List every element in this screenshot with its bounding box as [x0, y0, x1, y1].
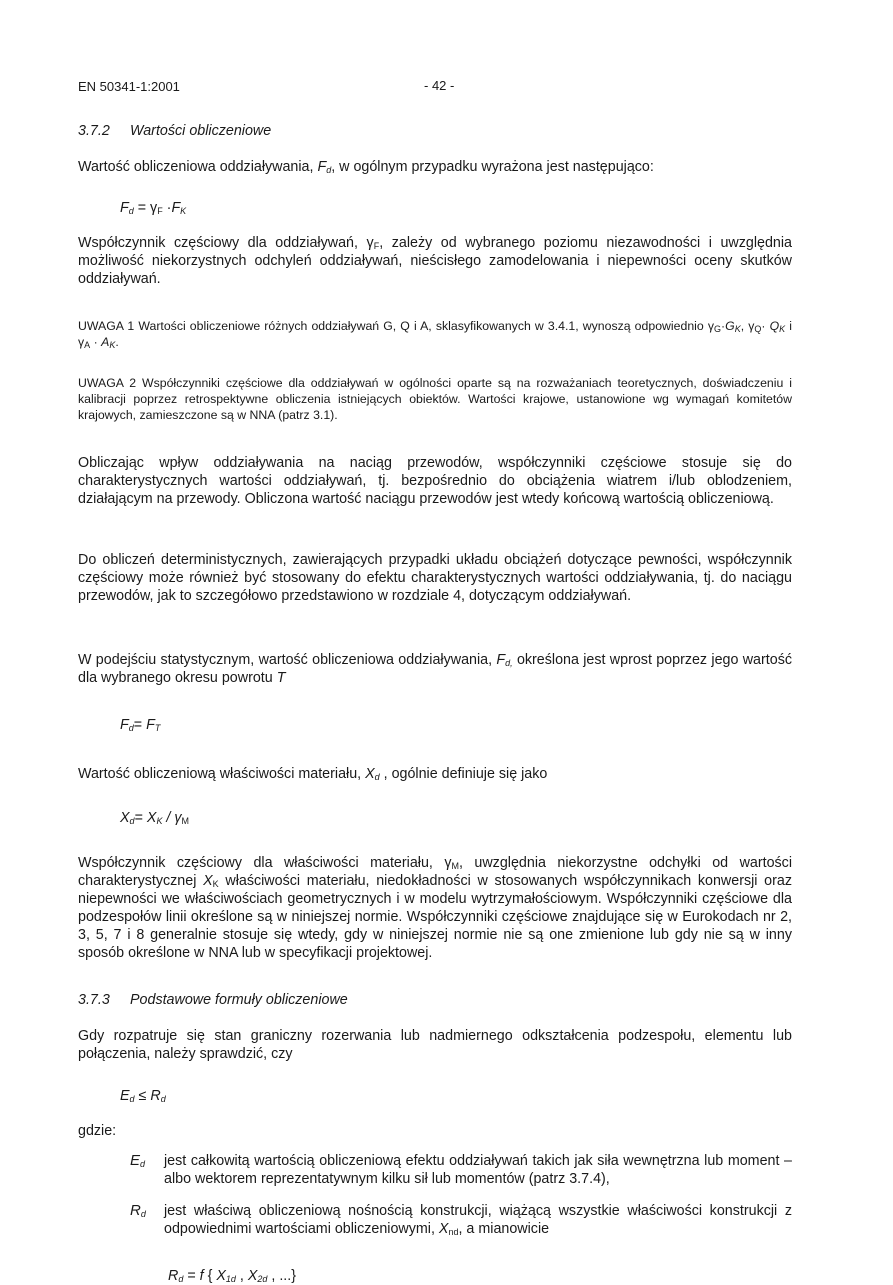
- text-run: Współczynnik częściowy dla oddziaływań, γ: [78, 235, 374, 251]
- text-run: Wartość obliczeniową właściwości materiału,: [78, 766, 366, 782]
- section-heading-3-7-3: [78, 991, 792, 1009]
- paragraph: [78, 854, 792, 962]
- text-run: X: [120, 810, 130, 826]
- subscript: K: [109, 340, 116, 350]
- subscript: Q: [754, 324, 762, 334]
- text-run: Obliczając wpływ oddziaływania na naciąg przewodów, współczynniki częściowe stosuje się do charakterystycznych wartości oddziaływań, tj. bezpośrednio do obciążenia wiatrem i/lub oblodzeniem, działającym na przewody. Obliczona wartość naciągu przewodów jest wtedy końcową wartością obliczeniową.: [78, 455, 792, 507]
- text-run: i γ: [78, 319, 793, 349]
- page-number: - 42 -: [424, 78, 455, 93]
- paragraph: [78, 551, 792, 605]
- text-run: {: [203, 1268, 217, 1284]
- definition-symbol: [130, 1202, 146, 1220]
- text-run: jest całkowitą wartością obliczeniową efektu oddziaływań takich jak siła wewnętrzna lub moment – albo wektorem reprezentatywnym kilku sił lub momentów (patrz 3.7.4),: [164, 1153, 792, 1187]
- text-run: , ogólnie definiuje się jako: [379, 766, 548, 782]
- text-run: R: [130, 1202, 141, 1219]
- paragraph: [78, 454, 792, 508]
- text-run: , a mianowicie: [458, 1221, 550, 1237]
- text-run: Q: [769, 319, 780, 333]
- subscript: nd: [448, 1227, 459, 1237]
- text-run: =: [134, 810, 147, 826]
- document-id: EN 50341-1:2001: [78, 79, 180, 94]
- text-run: , w ogólnym przypadku wyrażona jest następująco:: [331, 159, 654, 175]
- text-run: G: [725, 319, 735, 333]
- text-run: F: [120, 200, 129, 216]
- paragraph: [78, 158, 792, 176]
- definition-rd: [78, 1202, 792, 1238]
- text-run: F: [496, 652, 506, 668]
- text-run: ·: [162, 200, 172, 216]
- subscript: d: [374, 772, 380, 782]
- text-run: X: [216, 1268, 226, 1284]
- text-run: F: [171, 200, 181, 216]
- subscript: d: [128, 723, 134, 733]
- section-number: 3.7.3: [78, 992, 110, 1008]
- definition-text: [164, 1152, 792, 1188]
- text-run: ≤: [134, 1088, 151, 1104]
- text-run: jest właściwą obliczeniową nośnością konstrukcji, wiążącą wszystkie właściwości konstrukcji z odpowiednimi wartościami obliczeniowymi,: [164, 1203, 792, 1237]
- section-number: 3.7.2: [78, 123, 110, 139]
- text-run: X: [146, 810, 157, 826]
- text-run: Do obliczeń deterministycznych, zawierających przypadki układu obciążeń dotyczące pewności, współczynnik częściowy może również być stosowany do efektu charakterystycznych wartości oddziaływania, tj. do naciągu przewodów, jak to szczegółowo przedstawiono w rozdziale 4, dotyczącym oddziaływań.: [78, 552, 792, 604]
- text-run: A: [101, 335, 110, 349]
- text-run: R: [168, 1268, 179, 1284]
- text-run: UWAGA 1 Wartości obliczeniowe różnych oddziaływań G, Q i A, sklasyfikowanych w 3.4.1, wynoszą odpowiednio γ: [78, 319, 714, 333]
- text-run: określona jest wprost poprzez jego wartość dla wybranego okresu powrotu: [78, 652, 792, 686]
- text-run: właściwości materiału, niedokładności w stosowanych współczynnikach konwersji oraz niepewności we właściwościach geometrycznych i w modelu wytrzymałościowym. Współczynniki częściowe dla podzespołów linii określone są w niniejszej normie. Współczynniki częściowe znajdujące się w Eurokodach nr 2, 3, 5, 7 i 8 generalnie stosuje się wtedy, gdy w niniejszej normie nie są one zmienione lub gdy nie są w inny sposób określone w NNA lub w specyfikacji projektowej.: [78, 873, 792, 961]
- text-run: F: [120, 717, 129, 733]
- subscript: 2d: [257, 1274, 268, 1284]
- text-run: ·: [721, 319, 726, 333]
- text-run: ·: [761, 319, 770, 333]
- subscript: G: [713, 324, 721, 334]
- text-run: , uwzględnia niekorzystne odchyłki od wartości charakterystycznej: [78, 855, 792, 889]
- subscript: d: [129, 816, 135, 826]
- subscript: 1d: [225, 1274, 236, 1284]
- formula: [168, 1267, 296, 1285]
- text-run: Współczynnik częściowy dla właściwości materiału, γ: [78, 855, 452, 871]
- paragraph: [78, 234, 792, 288]
- text-run: , ...}: [267, 1268, 297, 1284]
- subscript: d,: [505, 658, 513, 668]
- text-run: E: [130, 1152, 141, 1169]
- subscript: K: [180, 206, 187, 216]
- text-run: E: [120, 1088, 130, 1104]
- text-run: X: [247, 1268, 258, 1284]
- text-run: Wartość obliczeniowa oddziaływania,: [78, 159, 318, 175]
- text-run: , γ: [740, 319, 755, 333]
- subscript: K: [779, 324, 786, 334]
- text-run: / γ: [162, 810, 182, 826]
- subscript: M: [181, 816, 190, 826]
- text-run: Gdy rozpatruje się stan graniczny rozerwania lub nadmiernego odkształcenia podzespołu, elementu lub połączenia, należy sprawdzić, czy: [78, 1028, 792, 1062]
- text-run: UWAGA 2 Współczynniki częściowe dla oddziaływań w ogólności oparte są na rozważaniach teoretycznych, doświadczeniu i kalibracji poprzez retrospektywne obliczenia istniejących obiektów. Wartości krajowe, ustanowione wg wymagań komitetów krajowych, zamieszczone są w NNA (patrz 3.1).: [78, 376, 792, 422]
- text-run: X: [438, 1221, 449, 1237]
- text-run: ,: [235, 1268, 248, 1284]
- subscript: T: [154, 723, 161, 733]
- text-run: f: [199, 1268, 204, 1284]
- subscript: A: [84, 340, 91, 350]
- text-run: T: [276, 670, 286, 686]
- section-title: Wartości obliczeniowe: [130, 123, 272, 139]
- note-1: [78, 318, 792, 350]
- text-run: X: [365, 766, 375, 782]
- formula: [120, 1087, 166, 1105]
- text-run: F: [146, 717, 155, 733]
- subscript: K: [734, 324, 741, 334]
- subscript: K: [156, 816, 163, 826]
- text-run: W podejściu statystycznym, wartość obliczeniowa oddziaływania,: [78, 652, 497, 668]
- subscript: d: [178, 1274, 184, 1284]
- subscript: d: [140, 1209, 146, 1219]
- paragraph: [78, 1027, 792, 1063]
- subscript: d: [128, 206, 134, 216]
- text-run: , zależy od wybranego poziomu niezawodności i uwzględnia możliwość niekorzystnych odchyleń oddziaływań, nieścisłego zamodelowania i niepewności oceny skutków oddziaływań.: [78, 235, 792, 287]
- text-run: F: [317, 159, 327, 175]
- paragraph: [78, 651, 792, 687]
- text-run: X: [203, 873, 213, 889]
- subscript: M: [451, 861, 459, 871]
- definition-symbol: [130, 1152, 145, 1170]
- subscript: d: [160, 1094, 166, 1104]
- formula: [120, 199, 186, 217]
- text-run: .: [115, 335, 119, 349]
- subscript: d: [140, 1159, 146, 1169]
- text-run: = γ: [133, 200, 158, 216]
- section-title: Podstawowe formuły obliczeniowe: [130, 992, 348, 1008]
- text-run: =: [183, 1268, 200, 1284]
- note-2: [78, 375, 792, 423]
- text-run: =: [133, 717, 147, 733]
- subscript: d: [129, 1094, 135, 1104]
- definition-ed: [78, 1152, 792, 1188]
- paragraph: [78, 765, 792, 783]
- where-label: gdzie:: [78, 1123, 117, 1139]
- formula: [120, 716, 160, 734]
- subscript: F: [157, 206, 163, 216]
- subscript: d: [326, 165, 332, 175]
- text-run: ·: [90, 335, 102, 349]
- text-run: R: [150, 1088, 161, 1104]
- formula: [120, 809, 189, 827]
- definition-text: [164, 1202, 792, 1238]
- subscript: F: [373, 241, 380, 251]
- section-heading-3-7-2: [78, 122, 792, 140]
- subscript: K: [212, 879, 219, 889]
